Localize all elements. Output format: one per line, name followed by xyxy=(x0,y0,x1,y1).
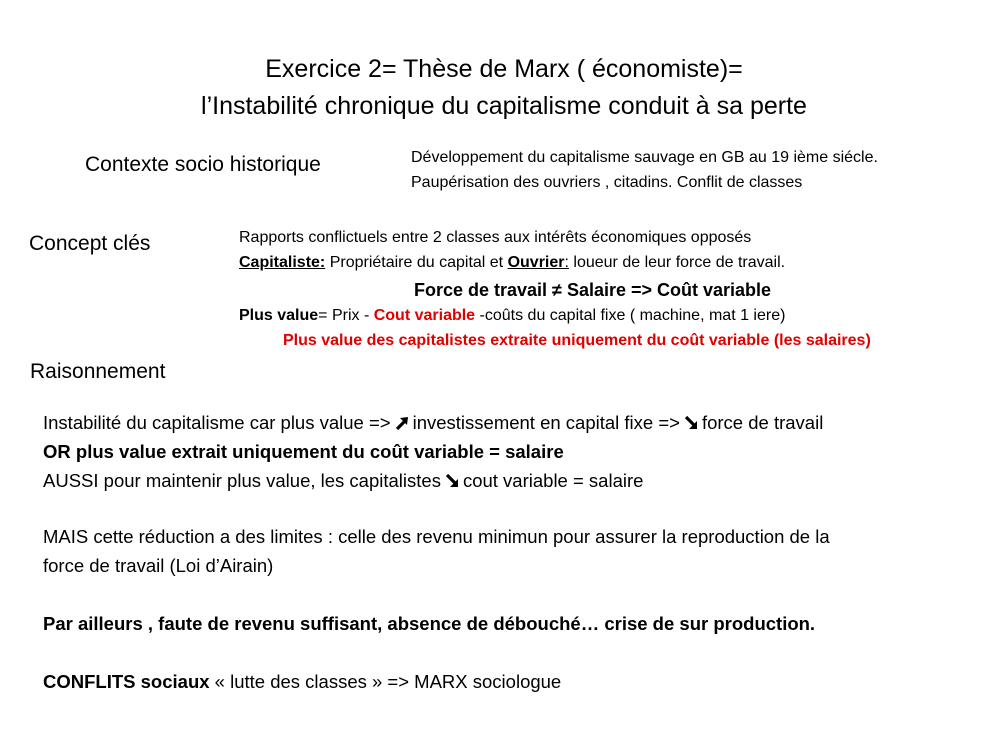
contexte-label: Contexte socio historique xyxy=(85,153,321,176)
ouvrier-colon: : xyxy=(564,254,569,271)
conflits-rest: « lutte des classes » => MARX sociologue xyxy=(209,671,562,692)
force-travail-line: Force de travail ≠ Salaire => Coût variable xyxy=(414,280,772,300)
mais-line-2: force de travail (Loi d’Airain) xyxy=(43,555,274,576)
arrow-up-right-icon xyxy=(394,415,410,431)
aussi-text: AUSSI pour maintenir plus value, les capitalistes xyxy=(43,470,441,491)
contexte-line-2: Paupérisation des ouvriers , citadins. Conflit de classes xyxy=(411,174,803,191)
raisonnement-line-1 xyxy=(43,408,823,437)
plus-value-red-line: Plus value des capitalistes extraite uniquement du coût variable (les salaires) xyxy=(283,332,871,349)
ouvrier-def: loueur de leur force de travail. xyxy=(568,254,786,271)
concept-label: Concept clés xyxy=(29,232,151,255)
plus-value-line xyxy=(239,303,785,328)
raisonnement-line-3 xyxy=(43,466,643,495)
cout-variable-term: Cout variable xyxy=(373,307,476,324)
raisonnement-line-2: OR plus value extrait uniquement du coût variable = salaire xyxy=(43,441,564,462)
contexte-line-1: Développement du capitalisme sauvage en GB au 19 ième siécle. xyxy=(411,149,878,166)
conflits-line xyxy=(43,667,561,696)
arrow-down-right-icon xyxy=(444,473,460,489)
capitaliste-def: Propriétaire du capital et xyxy=(325,254,508,271)
raisonnement-label: Raisonnement xyxy=(30,360,166,383)
force-travail-text: force de travail xyxy=(701,412,824,433)
arrow-down-right-icon xyxy=(683,415,699,431)
concept-line-1: Rapports conflictuels entre 2 classes aux intérêts économiques opposés xyxy=(239,229,752,246)
title-line-1: Exercice 2= Thèse de Marx ( économiste)= xyxy=(265,55,743,83)
plus-value-eq: = Prix - xyxy=(318,307,374,324)
cout-variable-text: cout variable = salaire xyxy=(462,470,644,491)
ailleurs-line: Par ailleurs , faute de revenu suffisant, absence de débouché… crise de sur production. xyxy=(43,613,816,634)
investissement-text: investissement en capital fixe => xyxy=(412,412,680,433)
concept-line-2 xyxy=(239,250,785,275)
capitaliste-term: Capitaliste: xyxy=(239,254,326,271)
ouvrier-term: Ouvrier xyxy=(507,254,565,271)
title-line-2: l’Instabilité chronique du capitalisme conduit à sa perte xyxy=(201,92,807,120)
conflits-term: CONFLITS sociaux xyxy=(43,671,210,692)
instabilite-text: Instabilité du capitalisme car plus value => xyxy=(43,412,391,433)
plus-value-term: Plus value xyxy=(239,307,319,324)
mais-line-1: MAIS cette réduction a des limites : celle des revenu minimun pour assurer la reproduction de la xyxy=(43,526,830,547)
plus-value-rest: -coûts du capital fixe ( machine, mat 1 iere) xyxy=(475,307,786,324)
